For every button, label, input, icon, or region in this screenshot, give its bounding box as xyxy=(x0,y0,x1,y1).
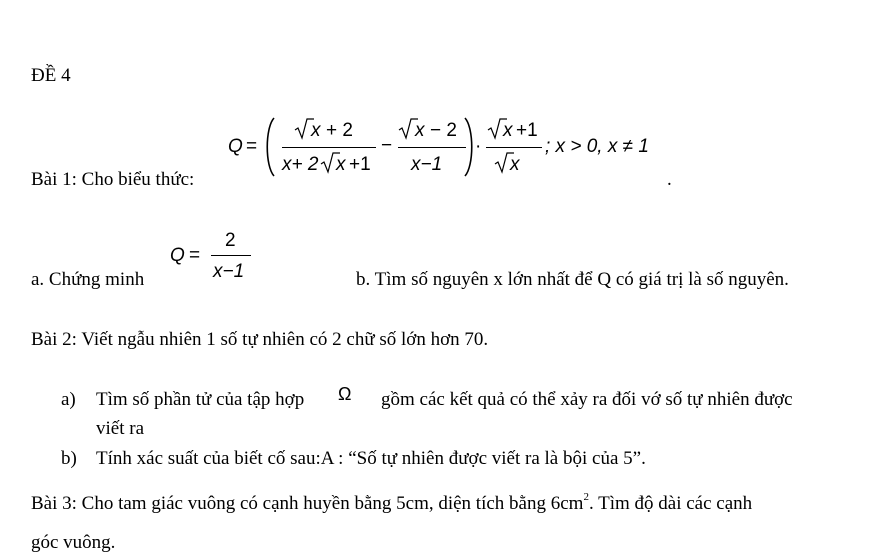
part-a-numerator: 2 xyxy=(225,230,236,251)
f2-denominator: x−1 xyxy=(411,154,443,175)
f1-den-radicand: x xyxy=(336,154,346,175)
page-title: ĐỀ 4 xyxy=(31,65,71,86)
f1-fraction-bar xyxy=(282,147,376,148)
bai2-a-marker: a) xyxy=(61,389,76,410)
formula-lhs: Q xyxy=(228,136,243,157)
bai2-a-text-1: Tìm số phần tử của tập hợp xyxy=(96,389,305,410)
bai1-label: Bài 1: Cho biểu thức: xyxy=(31,169,195,190)
f1-den-post: +1 xyxy=(349,154,371,175)
minus-sign: − xyxy=(381,135,393,156)
bai2-heading: Bài 2: Viết ngẫu nhiên 1 số tự nhiên có 2 chữ số lớn hơn 70. xyxy=(31,329,489,350)
bai3-line-2: góc vuông. xyxy=(31,532,116,553)
f2-num-rest: − 2 xyxy=(430,120,457,141)
f3-num-rest: +1 xyxy=(516,120,538,141)
bai2-b-text: Tính xác suất của biết cố sau:A : “Số tự nhiên được viết ra là bội của 5”. xyxy=(96,448,646,469)
bai2-a-text-2: gồm các kết quả có thể xảy ra đối vớ số tự nhiên được xyxy=(381,389,793,410)
f1-num-radicand: x xyxy=(311,120,321,141)
f1-den-pre: x+ 2 xyxy=(282,154,319,175)
bai3-line-1 xyxy=(31,491,753,514)
part-a-equals: = xyxy=(189,245,201,266)
omega-symbol: Ω xyxy=(338,384,352,404)
trailing-dot: . xyxy=(667,169,672,190)
part-a-lhs: Q xyxy=(170,245,185,266)
f3-den-radicand: x xyxy=(510,154,520,175)
f2-num-radicand: x xyxy=(415,120,425,141)
left-paren xyxy=(263,116,277,178)
part-a-denominator: x−1 xyxy=(213,261,245,282)
superscript-2: 2 xyxy=(583,491,589,503)
bai2-b-marker: b) xyxy=(61,448,77,469)
f1-num-rest: + 2 xyxy=(326,120,353,141)
formula-condition: ; x > 0, x ≠ 1 xyxy=(545,136,649,157)
formula-equals: = xyxy=(246,136,258,157)
f2-fraction-bar xyxy=(398,147,466,148)
bai2-a-text-3: viết ra xyxy=(96,418,145,439)
f3-num-radicand: x xyxy=(503,120,513,141)
f3-fraction-bar xyxy=(486,147,542,148)
part-b-text: b. Tìm số nguyên x lớn nhất để Q có giá trị là số nguyên. xyxy=(356,269,789,290)
bai3-line-1-main: Bài 3: Cho tam giác vuông có cạnh huyền bằng 5cm, diện tích bằng 6cm xyxy=(31,493,584,514)
right-paren xyxy=(462,116,476,178)
part-a-fraction-bar xyxy=(211,255,251,256)
multiply-dot: · xyxy=(475,136,482,157)
bai3-line-1-tail: . Tìm độ dài các cạnh xyxy=(588,493,753,514)
part-a-label: a. Chứng minh xyxy=(31,269,145,290)
